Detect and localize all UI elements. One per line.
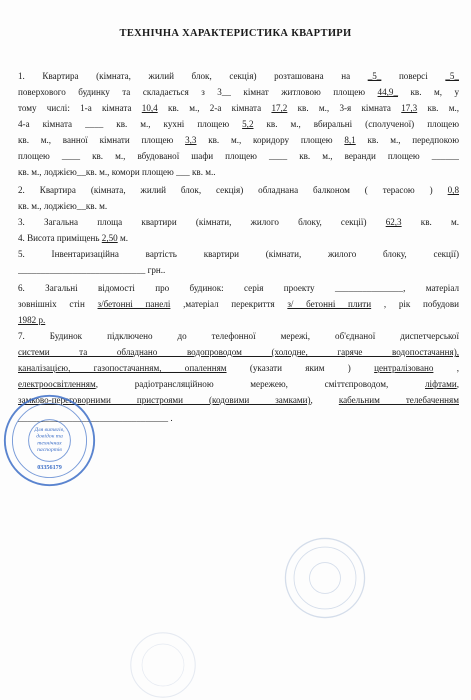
filled-value: 2,50 [101, 233, 118, 243]
text-segment: 4-а кімната ____ кв. м., кухні площею [18, 119, 243, 129]
filled-value: електроосвітленням [18, 379, 96, 389]
text-segment: 7. Будинок підключено до телефонної мережі, об'єднаної диспетчерської [18, 331, 459, 341]
text-segment: 1. Квартира (кімната, жилий блок, секція) розташована на [18, 71, 368, 81]
text-segment: , [310, 395, 339, 405]
text-segment: 6. Загальні відомості про будинок: серія проекту _______________, матеріал [18, 283, 459, 293]
text-segment: м. [117, 233, 129, 243]
text-segment: площею ____ кв. м., вбудованої шафи площею ____ кв. м., веранди площею ______ [18, 151, 459, 161]
text-segment: , радіотрансляційною мережею, сміттєпроводом, [95, 379, 426, 389]
text-line [18, 184, 459, 196]
filled-value: кабельним телебаченням [338, 395, 459, 405]
text-line [18, 282, 459, 294]
faded-stamp-impression [282, 535, 368, 621]
text-segment: кв. м., 2-а кімната [157, 103, 272, 113]
text-segment: кв. м., лоджією__кв. м., комори площею ___ кв. м.. [18, 167, 216, 177]
filled-value: 17,3 [401, 103, 418, 113]
filled-value: _5_ [367, 71, 382, 81]
text-line [18, 248, 459, 260]
page-title: ТЕХНІЧНА ХАРАКТЕРИСТИКА КВАРТИРИ [119, 28, 352, 39]
text-line [18, 118, 459, 130]
filled-value: _5_ [445, 71, 459, 81]
text-segment: поверсі [381, 71, 446, 81]
text-segment: ____________________________ грн.. [18, 265, 166, 275]
filled-value: 0,8 [447, 185, 459, 195]
text-segment: 4. Висота приміщень [18, 233, 102, 243]
stamp-line-3: технічних [37, 440, 62, 447]
text-line [18, 70, 459, 82]
stamp-line-2: довідок та [36, 433, 63, 440]
filled-value: 8,1 [344, 135, 356, 145]
text-line [18, 134, 459, 146]
text-segment: 5. Інвентаризаційна вартість квартири (кімнати, жилого блоку, секції) [18, 249, 459, 259]
text-segment: _________________________________ . [18, 413, 173, 423]
text-line [18, 346, 459, 358]
filled-value: 17,2 [271, 103, 288, 113]
faint-stamp-impression [128, 630, 198, 700]
filled-value: замково-переговорними пристроями (кодовими замками) [18, 395, 311, 405]
filled-value: каналізацією, газопостачанням, опаленням [18, 363, 227, 373]
text-segment: тому числі: 1-а кімната [18, 103, 142, 113]
text-segment: , [433, 363, 459, 373]
text-line [18, 330, 459, 342]
text-segment: кв. м., вбиральні (сполученої) площею [253, 119, 459, 129]
text-line [18, 216, 459, 228]
filled-value: централізовано [374, 363, 434, 373]
filled-value: системи та обладнано водопроводом (холодне, гаряче водопостачання), [18, 347, 459, 357]
filled-value: ліфтами [425, 379, 457, 389]
text-segment: ,матеріал перекриття [170, 299, 288, 309]
text-segment: , рік побудови [371, 299, 459, 309]
text-line [18, 166, 459, 178]
official-stamp [2, 393, 97, 488]
text-segment: кв. м., ванної кімнати площею [18, 135, 186, 145]
text-segment: 3. Загальна площа квартири (кімнати, жилого блоку, секції) [18, 217, 386, 227]
filled-value: 10,4 [141, 103, 158, 113]
text-line [18, 314, 459, 326]
text-segment: кв. м., 3-я кімната [287, 103, 402, 113]
filled-value: 3,3 [185, 135, 197, 145]
text-line [18, 232, 459, 244]
stamp-number: 03356179 [37, 465, 62, 471]
filled-value: 1982 р. [18, 315, 46, 325]
text-segment: кв. м., [417, 103, 459, 113]
text-segment: 2. Квартира (кімната, жилий блок, секція) обладнана балконом ( терасою ) [18, 185, 448, 195]
filled-value: 44,9_ [377, 87, 398, 97]
text-line [18, 86, 459, 98]
text-line [18, 200, 459, 212]
text-segment: кв. м., лоджією__кв. м. [18, 201, 108, 211]
text-segment: , [456, 379, 459, 389]
filled-value: 62,3 [385, 217, 402, 227]
text-line [18, 264, 459, 276]
text-line [18, 102, 459, 114]
text-segment: кв. м. [401, 217, 459, 227]
filled-value: з/бетонні панелі [97, 299, 171, 309]
filled-value: з/ бетонні плити [287, 299, 372, 309]
text-segment: (указати яким ) [226, 363, 375, 373]
text-line [18, 298, 459, 310]
text-line [18, 362, 459, 374]
text-line [18, 378, 459, 390]
stamp-line-4: паспортів [37, 446, 62, 453]
stamp-line-1: Для витягів, [34, 427, 65, 433]
text-segment: кв. м., коридору площею [196, 135, 345, 145]
filled-value: 5,2 [242, 119, 254, 129]
text-segment: зовнішніх стін [18, 299, 98, 309]
text-segment: поверхового будинку та складається з 3__ кімнат житловою площею [18, 87, 378, 97]
text-line [18, 150, 459, 162]
text-segment: кв. м., передпокою [355, 135, 459, 145]
text-segment: кв. м, у [398, 87, 459, 97]
